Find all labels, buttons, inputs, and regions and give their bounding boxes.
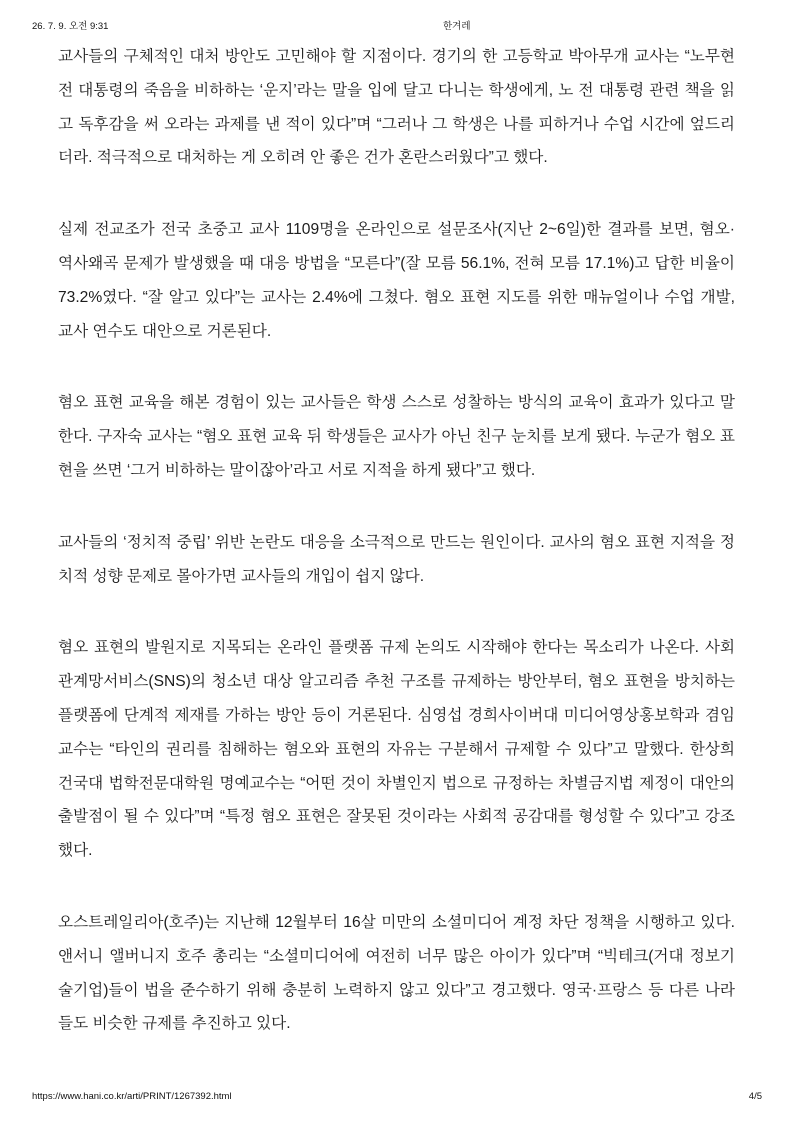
paragraph-line: 술기업)들이 법을 준수하기 위해 충분히 노력하지 않고 있다”고 경고했다. 영국·프랑스 등 다른 나라 xyxy=(58,981,735,999)
paragraph-line: 73.2%였다. “잘 알고 있다”는 교사는 2.4%에 그쳤다. 혐오 표현 지도를 위한 매뉴얼이나 수업 개발, xyxy=(58,288,735,306)
paragraph-line: 교사들의 구체적인 대처 방안도 고민해야 할 지점이다. 경기의 한 고등학교 박아무개 교사는 “노무현 xyxy=(58,48,735,65)
print-page-url: https://www.hani.co.kr/arti/PRINT/1267392.html xyxy=(32,1091,232,1102)
paragraph-line: 고 독후감을 써 오라는 과제를 낸 적이 있다”며 “그러나 그 학생은 나를 피하거나 수업 시간에 엎드리 xyxy=(58,115,735,133)
paragraph-line: 교수는 “타인의 권리를 침해하는 혐오와 표현의 자유는 구분해서 규제할 수 있다”고 말했다. 한상희 xyxy=(58,740,735,758)
paragraph-line: 출발점이 될 수 있다”며 “특정 혐오 표현은 잘못된 것이라는 사회적 공감대를 형성할 수 있다”고 강조 xyxy=(58,808,735,826)
paragraph-line: 실제 전교조가 전국 초중고 교사 1109명을 온라인으로 설문조사(지난 2~6일)한 결과를 보면, 혐오· xyxy=(58,221,735,239)
print-page-number: 4/5 xyxy=(748,1091,762,1102)
paragraph-line: 치적 성향 문제로 몰아가면 교사들의 개입이 쉽지 않다. xyxy=(58,567,425,585)
paragraph-line: 교사 연수도 대안으로 거론된다. xyxy=(58,322,272,340)
paragraph-line: 한다. 구자숙 교사는 “혐오 표현 교육 뒤 학생들은 교사가 아닌 친구 눈치를 보게 됐다. 누군가 혐오 표 xyxy=(58,428,735,446)
paragraph-line: 플랫폼에 단계적 제재를 가하는 방안 등이 거론된다. 심영섭 경희사이버대 미디어영상홍보학과 겸임 xyxy=(58,706,735,724)
paragraph-line: 더라. 적극적으로 대처하는 게 오히려 안 좋은 건가 혼란스러웠다”고 했다. xyxy=(58,149,548,167)
paragraph-line: 현을 쓰면 ‘그거 비하하는 말이잖아’라고 서로 지적을 하게 됐다”고 했다. xyxy=(58,461,536,479)
paragraph-line: 앤서니 앨버니지 호주 총리는 “소셜미디어에 여전히 너무 많은 아이가 있다”며 “빅테크(거대 정보기 xyxy=(58,947,735,965)
paragraph-line: 들도 비슷한 규제를 추진하고 있다. xyxy=(58,1015,291,1033)
paragraph-line: 오스트레일리아(호주)는 지난해 12월부터 16살 미만의 소셜미디어 계정 차단 정책을 시행하고 있다. xyxy=(58,913,735,931)
paragraph-line: 전 대통령의 죽음을 비하하는 ‘운지’라는 말을 입에 달고 다니는 학생에게, 노 전 대통령 관련 책을 읽 xyxy=(58,81,735,99)
article-paragraph xyxy=(58,631,735,868)
paragraph-line: 혐오 표현의 발원지로 지목되는 온라인 플랫폼 규제 논의도 시작해야 한다는 목소리가 나온다. 사회 xyxy=(58,639,735,657)
print-site-title: 한겨레 xyxy=(443,21,471,32)
article-paragraph xyxy=(58,386,735,487)
article-paragraph xyxy=(58,906,735,1041)
article-paragraph xyxy=(58,213,735,348)
article-body xyxy=(58,40,735,1079)
article-paragraph xyxy=(58,40,735,175)
paragraph-line: 혐오 표현 교육을 해본 경험이 있는 교사들은 학생 스스로 성찰하는 방식의 교육이 효과가 있다고 말 xyxy=(58,394,735,412)
print-datetime: 26. 7. 9. 오전 9:31 xyxy=(32,21,109,32)
paragraph-line: 교사들의 ‘정치적 중립’ 위반 논란도 대응을 소극적으로 만드는 원인이다. 교사의 혐오 표현 지적을 정 xyxy=(58,533,735,551)
article-paragraph xyxy=(58,526,735,594)
paragraph-line: 관계망서비스(SNS)의 청소년 대상 알고리즘 추천 구조를 규제하는 방안부터, 혐오 표현을 방치하는 xyxy=(58,673,735,691)
paragraph-line: 역사왜곡 문제가 발생했을 때 대응 방법을 “모른다”(잘 모름 56.1%, 전혀 모름 17.1%)고 답한 비율이 xyxy=(58,254,735,272)
paragraph-line: 건국대 법학전문대학원 명예교수는 “어떤 것이 차별인지 법으로 규정하는 차별금지법 제정이 대안의 xyxy=(58,774,735,792)
paragraph-line: 했다. xyxy=(58,842,93,860)
